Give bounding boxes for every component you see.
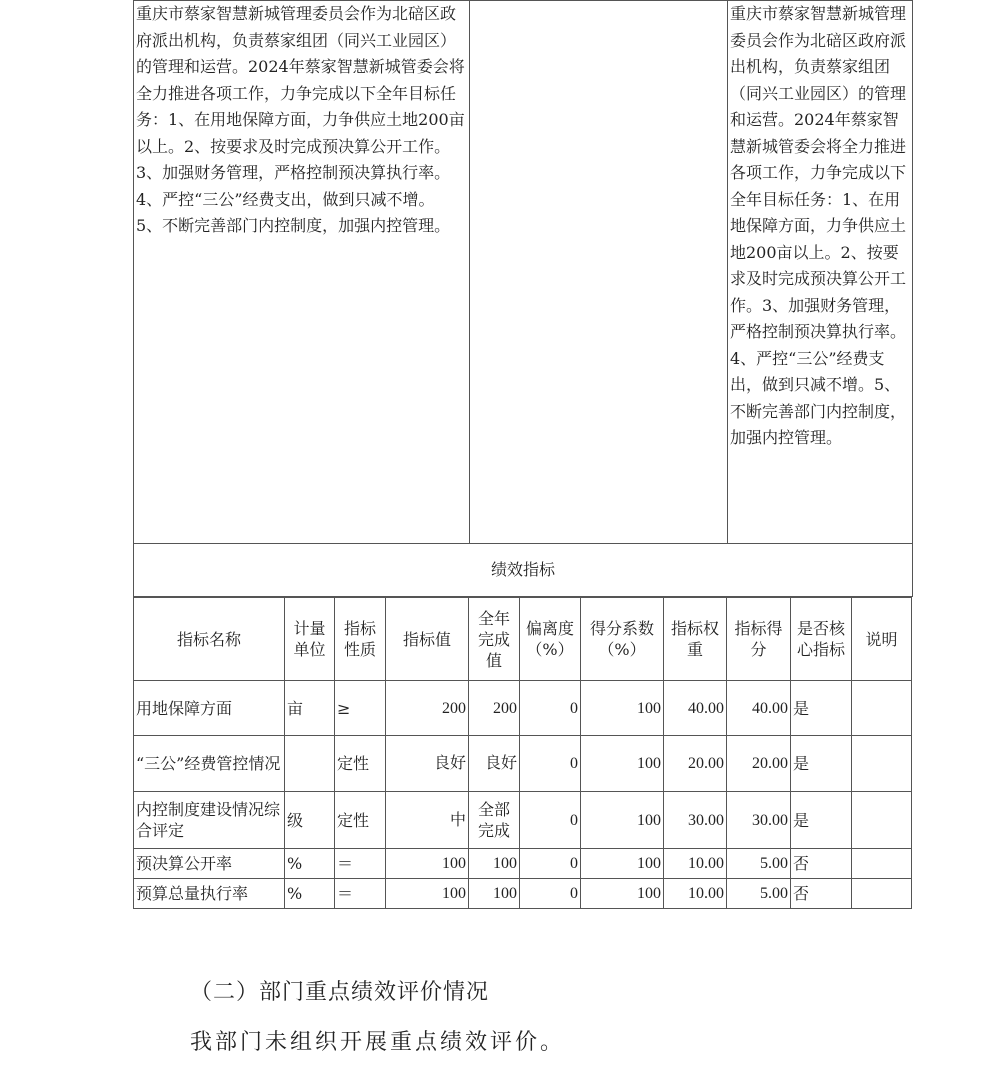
objective-middle-cell: [470, 1, 728, 544]
col-header: 得分系数（%）: [581, 598, 664, 681]
indicator-name: 预决算公开率: [134, 849, 285, 879]
table-row: [134, 792, 912, 849]
indicator-score: 40.00: [727, 681, 791, 736]
indicator-actual: 全部完成: [469, 792, 520, 849]
indicator-note: [852, 792, 912, 849]
indicator-weight: 30.00: [664, 792, 727, 849]
table-row: [134, 849, 912, 879]
indicator-coef: 100: [581, 879, 664, 909]
indicator-weight: 10.00: [664, 849, 727, 879]
indicator-actual: 100: [469, 879, 520, 909]
indicator-score: 5.00: [727, 879, 791, 909]
body-paragraph: 我部门未组织开展重点绩效评价。: [190, 1030, 566, 1055]
indicator-nature: 定性: [335, 736, 386, 792]
indicator-coef: 100: [581, 736, 664, 792]
indicator-actual: 100: [469, 849, 520, 879]
indicator-actual: 200: [469, 681, 520, 736]
indicator-score: 5.00: [727, 849, 791, 879]
col-header: 是否核心指标: [791, 598, 852, 681]
col-header: 说明: [852, 598, 912, 681]
indicator-deviation: 0: [520, 879, 581, 909]
col-header: 全年完成值: [469, 598, 520, 681]
col-header: 指标权重: [664, 598, 727, 681]
objective-table: [133, 0, 913, 597]
indicator-name: 用地保障方面: [134, 681, 285, 736]
indicator-core: 否: [791, 879, 852, 909]
indicator-weight: 40.00: [664, 681, 727, 736]
indicator-table: [133, 597, 912, 909]
indicator-unit: %: [285, 879, 335, 909]
indicator-note: [852, 681, 912, 736]
indicator-nature: ≥: [335, 681, 386, 736]
table-row: [134, 736, 912, 792]
indicator-actual: 良好: [469, 736, 520, 792]
indicator-core: 是: [791, 681, 852, 736]
indicator-coef: 100: [581, 849, 664, 879]
indicator-note: [852, 879, 912, 909]
indicator-deviation: 0: [520, 792, 581, 849]
indicator-coef: 100: [581, 792, 664, 849]
indicator-deviation: 0: [520, 681, 581, 736]
section-heading: （二）部门重点绩效评价情况: [190, 980, 490, 1005]
indicator-coef: 100: [581, 681, 664, 736]
indicator-deviation: 0: [520, 849, 581, 879]
indicator-nature: ＝: [335, 879, 386, 909]
table-row: [134, 681, 912, 736]
table-row: [134, 879, 912, 909]
indicator-target: 100: [386, 849, 469, 879]
col-header: 偏离度（%）: [520, 598, 581, 681]
indicator-note: [852, 849, 912, 879]
indicator-header-row: [134, 598, 912, 681]
indicator-unit: 亩: [285, 681, 335, 736]
objective-row: [134, 1, 913, 544]
indicator-weight: 20.00: [664, 736, 727, 792]
col-header: 指标值: [386, 598, 469, 681]
col-header: 指标性质: [335, 598, 386, 681]
indicator-name: “三公”经费管控情况: [134, 736, 285, 792]
section-header: 绩效指标: [134, 544, 913, 597]
col-header: 计量单位: [285, 598, 335, 681]
indicator-note: [852, 736, 912, 792]
indicator-target: 200: [386, 681, 469, 736]
indicator-core: 是: [791, 792, 852, 849]
indicator-nature: ＝: [335, 849, 386, 879]
indicator-core: 是: [791, 736, 852, 792]
col-header: 指标得分: [727, 598, 791, 681]
indicator-name: 内控制度建设情况综合评定: [134, 792, 285, 849]
indicator-score: 30.00: [727, 792, 791, 849]
indicator-weight: 10.00: [664, 879, 727, 909]
indicator-unit: %: [285, 849, 335, 879]
indicator-target: 中: [386, 792, 469, 849]
indicator-name: 预算总量执行率: [134, 879, 285, 909]
indicator-deviation: 0: [520, 736, 581, 792]
section-header-row: [134, 544, 913, 597]
objective-left-cell: 重庆市蔡家智慧新城管理委员会作为北碚区政府派出机构，负责蔡家组团（同兴工业园区）的管理和运营。2024年蔡家智慧新城管委会将全力推进各项工作，力争完成以下全年目标任务：1、在用地保障方面，力争供应土地200亩以上。2、按要求及时完成预决算公开工作。3、加强财务管理，严格控制预决算执行率。4、严控“三公”经费支出，做到只减不增。 5、不断完善部门内控制度，加强内控管理。: [134, 1, 470, 544]
indicator-score: 20.00: [727, 736, 791, 792]
indicator-unit: 级: [285, 792, 335, 849]
indicator-target: 100: [386, 879, 469, 909]
indicator-unit: [285, 736, 335, 792]
indicator-target: 良好: [386, 736, 469, 792]
indicator-nature: 定性: [335, 792, 386, 849]
col-header: 指标名称: [134, 598, 285, 681]
objective-right-cell: 重庆市蔡家智慧新城管理委员会作为北碚区政府派出机构，负责蔡家组团（同兴工业园区）的管理和运营。2024年蔡家智慧新城管委会将全力推进各项工作，力争完成以下全年目标任务：1、在用地保障方面，力争供应土地200亩以上。2、按要求及时完成预决算公开工作。3、加强财务管理，严格控制预决算执行率。4、严控“三公”经费支出，做到只减不增。5、不断完善部门内控制度，加强内控管理。: [728, 1, 913, 544]
indicator-core: 否: [791, 849, 852, 879]
